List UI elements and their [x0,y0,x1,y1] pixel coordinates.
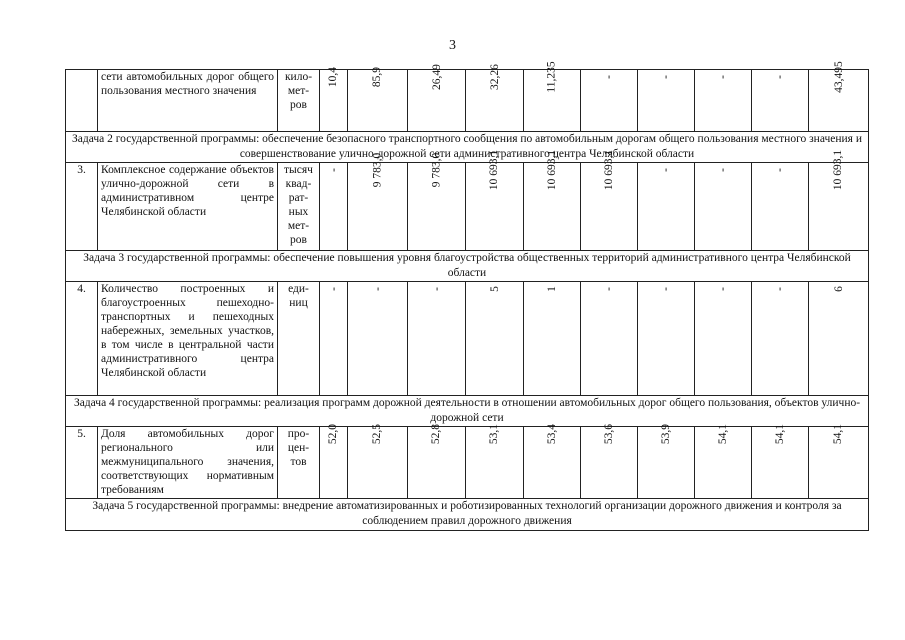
value-text: - [327,168,340,172]
value-cell [524,282,581,396]
value-text: 9 783,0 [371,152,384,188]
unit-cell: про-цен-тов [278,427,320,499]
value-cell [809,282,869,396]
value-text: - [327,287,340,291]
task-row [66,499,869,531]
value-cell [695,163,752,251]
task-heading: Задача 2 государственной программы: обеспечение безопасного транспортного сообщения по автомобильным дорогам общего пользования местного значения и совершенствование улично-дорожной сети административного центра Челябинской области [66,132,869,163]
value-text: 54,1 [774,423,786,445]
unit-cell: кило-мет-ров [278,70,320,132]
row-number [66,70,98,132]
row-number: 5. [66,427,98,499]
value-cell [695,282,752,396]
value-text: - [774,75,786,79]
page-number: 3 [449,38,456,53]
value-text: 53,4 [546,423,558,445]
value-text: 10 693,1 [603,149,615,191]
value-cell [348,152,408,251]
value-text: 6 [832,286,845,292]
value-text: 10 693,1 [546,149,558,191]
value-text: 10 693,1 [488,149,501,191]
unit-cell: еди-ниц [278,282,320,396]
indicator-name: Количество построенных и благоустроенных пешеходно-транспортных и пешеходных набережных, земельных участков, в том числе в центральной части административного центра Челябинской области [98,282,278,396]
value-cell [581,70,638,132]
value-text: 85,9 [371,66,384,88]
value-text: - [717,75,729,79]
value-cell [408,423,466,499]
task-heading: Задача 3 государственной программы: обеспечение повышения уровня благоустройства общественных территорий административного центра Челябинской области [66,251,869,282]
value-cell [638,70,695,132]
value-cell [466,149,524,251]
value-text: - [371,287,384,291]
value-text: - [430,287,443,291]
value-cell [348,423,408,499]
task-row [66,132,869,163]
value-cell [466,64,524,132]
value-cell [581,149,638,251]
value-text: 1 [546,286,558,292]
row-number: 4. [66,282,98,396]
indicator-row [66,70,869,132]
value-text: 54,1 [717,423,729,445]
value-text: 11,235 [545,61,558,93]
indicator-row [66,427,869,499]
indicator-name: сети автомобильных дорог общего пользования местного значения [98,70,278,132]
value-cell [320,423,348,499]
value-cell [408,282,466,396]
indicator-name: Доля автомобильных дорог регионального или межмуниципального значения, соответствующих нормативным требованиям [98,427,278,499]
value-text: 53,1 [488,423,501,445]
task-row [66,396,869,427]
value-text: - [660,168,672,172]
value-text: - [603,75,615,79]
value-cell [348,282,408,396]
value-text: 53,6 [603,423,615,445]
task-row [66,251,869,282]
value-cell [752,70,809,132]
value-text: 52,0 [327,423,340,445]
value-cell [638,423,695,499]
value-cell [348,66,408,132]
value-text: - [660,287,672,291]
value-cell [408,64,466,132]
value-cell [752,163,809,251]
indicators-table [65,61,869,531]
value-text: - [774,287,786,291]
unit-cell: тысяч квад-рат-ных мет-ров [278,163,320,251]
row-number: 3. [66,163,98,251]
value-text: 52,8 [430,423,443,445]
value-cell [638,282,695,396]
value-cell [320,66,348,132]
value-text: - [717,168,729,172]
value-cell [809,149,869,251]
value-cell [524,149,581,251]
indicator-row [66,163,869,251]
value-text: 53,9 [660,423,672,445]
value-text: 10,4 [327,66,340,88]
value-cell [466,423,524,499]
value-cell [524,423,581,499]
value-cell [320,163,348,251]
value-text: 9 783,0 [430,152,443,188]
value-text: 32,26 [488,64,501,90]
value-text: 54,1 [832,423,845,445]
value-text: - [717,287,729,291]
value-text: 43,495 [832,61,845,93]
value-text: 10 693,1 [832,149,845,191]
value-cell [581,423,638,499]
value-cell [695,70,752,132]
value-cell [638,163,695,251]
indicator-name: Комплексное содержание объектов улично-дорожной сети в административном центре Челябинской области [98,163,278,251]
value-cell [752,282,809,396]
task-heading: Задача 4 государственной программы: реализация программ дорожной деятельности в отношении автомобильных дорог общего пользования, объектов улично-дорожной сети [66,396,869,427]
value-cell [752,423,809,499]
value-text: - [660,75,672,79]
task-heading: Задача 5 государственной программы: внедрение автоматизированных и роботизированных технологий организации дорожного движения и контроля за соблюдением правил дорожного движения [66,499,869,531]
value-cell [466,282,524,396]
value-cell [524,61,581,132]
value-cell [695,423,752,499]
value-cell [581,282,638,396]
value-cell [809,61,869,132]
value-text: - [603,287,615,291]
value-text: - [774,168,786,172]
indicator-row [66,282,869,396]
value-cell [809,423,869,499]
value-text: 5 [488,286,501,292]
value-cell [320,282,348,396]
value-cell [408,152,466,251]
value-text: 26,49 [430,64,443,90]
value-text: 52,5 [371,423,384,445]
